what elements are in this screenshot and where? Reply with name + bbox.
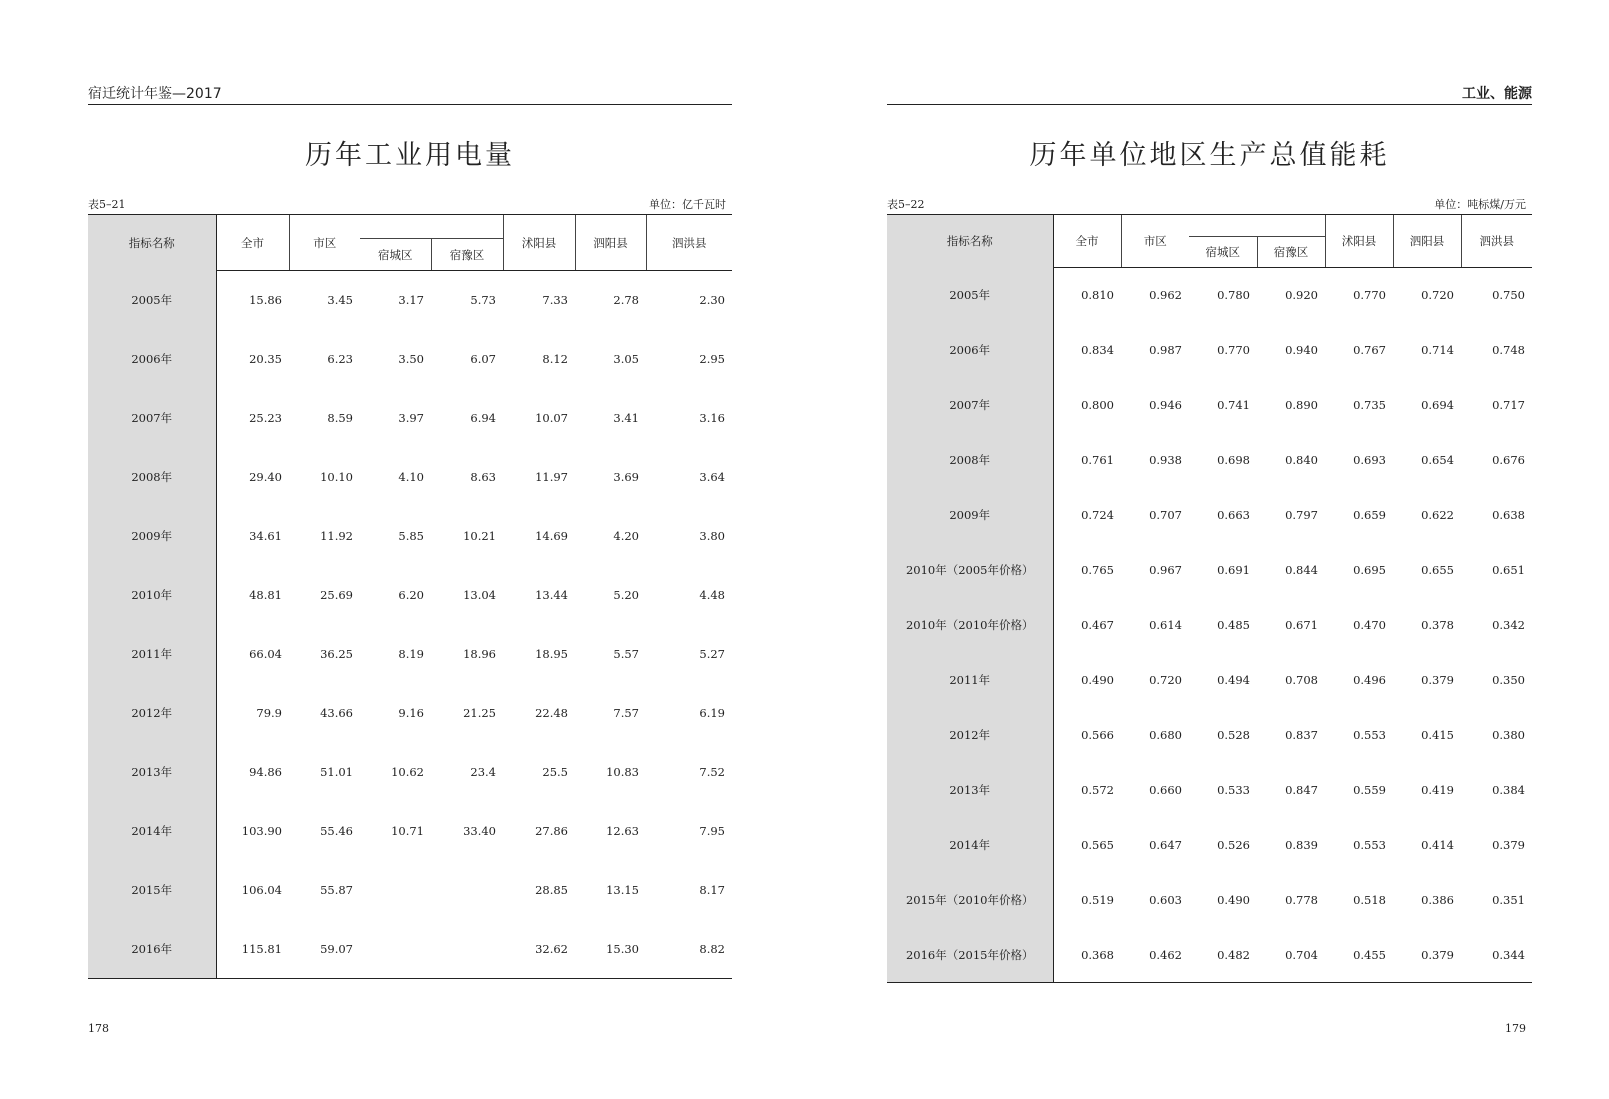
table-cell: 0.566	[1081, 728, 1114, 742]
table-cell: 8.12	[542, 352, 568, 366]
table-cell: 0.946	[1149, 398, 1182, 412]
table-cell: 15.30	[575, 920, 646, 979]
table-cell: 0.533	[1217, 783, 1250, 797]
table-cell: 0.680	[1149, 728, 1182, 742]
table-cell: 34.61	[249, 529, 282, 543]
row-label: 2006年	[887, 323, 1053, 378]
table-cell: 0.714	[1421, 343, 1454, 357]
table-cell: 0.840	[1285, 453, 1318, 467]
table-cell: 0.490	[1081, 673, 1114, 687]
table-cell: 0.386	[1421, 893, 1454, 907]
table-cell: 7.52	[699, 765, 725, 779]
table-cell: 0.663	[1217, 508, 1250, 522]
table-cell: 43.66	[320, 706, 353, 720]
table-number: 表5–22	[887, 198, 925, 211]
table-cell: 0.717	[1492, 398, 1525, 412]
table-cell: 8.63	[470, 470, 496, 484]
row-label: 2012年	[88, 684, 216, 743]
table-cell: 0.800	[1081, 398, 1114, 412]
table-cell: 5.85	[398, 529, 424, 543]
table-cell: 0.518	[1353, 893, 1386, 907]
table-cell: 0.490	[1217, 893, 1250, 907]
table-row	[88, 330, 732, 389]
table-row	[88, 507, 732, 566]
table-cell: 15.86	[249, 293, 282, 308]
table-cell: 0.770	[1217, 343, 1250, 357]
table-cell: 0.528	[1217, 728, 1250, 742]
table-cell: 0.967	[1149, 563, 1182, 577]
table-cell: 2.30	[699, 293, 725, 308]
row-label: 2007年	[88, 389, 216, 448]
table-cell: 7.95	[699, 824, 725, 838]
row-label: 2009年	[88, 507, 216, 566]
table-cell: 25.5	[542, 765, 568, 779]
table-cell: 0.720	[1421, 288, 1454, 303]
table-cell: 0.698	[1217, 453, 1250, 467]
header-sihong: 泗洪县	[1461, 215, 1532, 268]
table-cell: 0.379	[1393, 928, 1461, 983]
header-siyang: 泗阳县	[575, 215, 646, 271]
table-cell: 0.379	[1421, 673, 1454, 687]
table-cell: 0.467	[1081, 618, 1114, 632]
table-cell: 5.73	[470, 293, 496, 308]
table-cell: 6.19	[699, 706, 725, 720]
table-cell: 0.748	[1492, 343, 1525, 357]
table-row	[88, 448, 732, 507]
header-shuyang: 沭阳县	[503, 215, 575, 271]
table-cell: 0.485	[1217, 618, 1250, 632]
table-number: 表5–21	[88, 198, 126, 211]
table-cell: 0.834	[1081, 343, 1114, 357]
table-cell: 66.04	[249, 647, 282, 661]
row-label: 2010年	[88, 566, 216, 625]
table-cell: 0.350	[1492, 673, 1525, 687]
table-cell: 14.69	[535, 529, 568, 543]
header-urban-span	[360, 215, 503, 239]
table-cell: 59.07	[289, 920, 360, 979]
table-cell: 0.455	[1325, 928, 1393, 983]
header-suyu: 宿豫区	[1257, 237, 1325, 268]
table-cell: 22.48	[535, 706, 568, 720]
table-row	[88, 920, 732, 979]
table-cell: 79.9	[256, 706, 282, 720]
table-cell: 4.48	[699, 588, 725, 602]
table-cell: 0.707	[1149, 508, 1182, 522]
header-sucheng: 宿城区	[360, 239, 431, 271]
table-cell: 3.45	[327, 293, 353, 308]
table-cell: 0.622	[1421, 508, 1454, 522]
table-cell: 6.20	[398, 588, 424, 602]
table-cell: 0.414	[1421, 838, 1454, 852]
header-indicator: 指标名称	[887, 215, 1053, 268]
table-cell: 48.81	[249, 588, 282, 602]
table-cell: 0.519	[1081, 893, 1114, 907]
table-body	[887, 268, 1532, 983]
table-cell: 55.46	[320, 824, 353, 838]
table-cell: 0.368	[1053, 928, 1121, 983]
table-cell: 8.82	[646, 920, 732, 979]
table-body	[88, 271, 732, 979]
table-cell: 0.651	[1492, 563, 1525, 577]
table-cell: 0.720	[1149, 673, 1182, 687]
table-cell: 6.23	[327, 352, 353, 366]
table-cell: 13.44	[535, 588, 568, 602]
table-cell: 10.62	[391, 765, 424, 779]
table-cell: 0.695	[1353, 563, 1386, 577]
table-meta	[887, 196, 1532, 212]
table-cell: 0.378	[1421, 618, 1454, 632]
table-cell: 3.05	[613, 352, 639, 366]
row-label: 2014年	[88, 802, 216, 861]
row-label: 2014年	[887, 818, 1053, 873]
table-cell: 0.691	[1217, 563, 1250, 577]
table-cell: 25.23	[249, 411, 282, 425]
table-row	[88, 271, 732, 330]
table-cell: 0.778	[1285, 893, 1318, 907]
table-cell: 0.553	[1353, 838, 1386, 852]
table-cell: 3.97	[398, 411, 424, 425]
table-row	[887, 323, 1532, 378]
table-cell: 36.25	[320, 647, 353, 661]
table-cell: 0.962	[1149, 288, 1182, 303]
table-row	[887, 763, 1532, 818]
table-cell: 0.708	[1285, 673, 1318, 687]
table-title: 历年单位地区生产总值能耗	[1029, 140, 1390, 171]
table-cell: 0.659	[1353, 508, 1386, 522]
table-title: 历年工业用电量	[305, 140, 515, 171]
table-row	[887, 433, 1532, 488]
table-cell: 18.95	[535, 647, 568, 661]
table-cell: 10.71	[391, 824, 424, 838]
row-label: 2015年	[88, 861, 216, 920]
table-cell: 7.57	[613, 706, 639, 720]
row-label: 2011年	[88, 625, 216, 684]
row-label: 2006年	[88, 330, 216, 389]
table-cell: 0.603	[1149, 893, 1182, 907]
table-cell: 8.17	[699, 883, 725, 897]
table-cell: 0.638	[1492, 508, 1525, 522]
table-cell: 11.92	[320, 529, 353, 543]
unit-label: 单位：吨标煤/万元	[1434, 198, 1526, 211]
table-cell: 5.20	[613, 588, 639, 602]
table-cell: 0.839	[1285, 838, 1318, 852]
table-cell: 25.69	[320, 588, 353, 602]
table-cell: 0.676	[1492, 453, 1525, 467]
row-label: 2010年（2005年价格）	[887, 543, 1053, 598]
table-row	[88, 566, 732, 625]
table-cell: 0.654	[1421, 453, 1454, 467]
table-cell: 0.380	[1492, 728, 1525, 742]
table-cell: 0.735	[1353, 398, 1386, 412]
table-row	[887, 873, 1532, 928]
header-urban: 市区	[289, 215, 360, 271]
table-cell: 0.415	[1421, 728, 1454, 742]
table-cell: 0.671	[1285, 618, 1318, 632]
table-cell: 0.482	[1189, 928, 1257, 983]
table-cell: 0.767	[1353, 343, 1386, 357]
table-cell: 0.572	[1081, 783, 1114, 797]
table-row	[887, 488, 1532, 543]
table-cell: 0.761	[1081, 453, 1114, 467]
table-cell: 33.40	[463, 824, 496, 838]
table-cell: 94.86	[249, 765, 282, 779]
electricity-table	[88, 214, 732, 979]
table-cell: 32.62	[503, 920, 575, 979]
table-cell: 0.462	[1121, 928, 1189, 983]
table-cell: 3.41	[613, 411, 639, 425]
table-row	[88, 861, 732, 920]
row-label: 2011年	[887, 653, 1053, 708]
table-cell: 0.780	[1217, 288, 1250, 303]
table-cell: 0.837	[1285, 728, 1318, 742]
table-cell	[431, 920, 503, 979]
table-cell: 3.16	[699, 411, 725, 425]
table-cell: 0.614	[1149, 618, 1182, 632]
row-label: 2009年	[887, 488, 1053, 543]
unit-label: 单位：亿千瓦时	[649, 198, 726, 211]
table-cell: 6.94	[470, 411, 496, 425]
table-cell: 5.27	[699, 647, 725, 661]
table-cell: 8.59	[327, 411, 353, 425]
table-cell: 3.50	[398, 352, 424, 366]
table-cell: 2.95	[699, 352, 725, 366]
table-cell	[360, 861, 431, 920]
row-label: 2016年（2015年价格）	[887, 928, 1053, 983]
table-cell: 0.565	[1081, 838, 1114, 852]
table-cell: 13.15	[606, 883, 639, 897]
table-cell: 0.750	[1492, 288, 1525, 303]
table-cell: 3.17	[398, 293, 424, 308]
header-shuyang: 沭阳县	[1325, 215, 1393, 268]
table-cell: 0.419	[1421, 783, 1454, 797]
table-cell: 10.10	[320, 470, 353, 484]
header-indicator: 指标名称	[88, 215, 216, 271]
table-cell: 0.724	[1081, 508, 1114, 522]
table-cell: 0.987	[1149, 343, 1182, 357]
table-cell	[431, 861, 503, 920]
table-cell: 0.890	[1285, 398, 1318, 412]
left-page	[88, 0, 732, 1099]
header-sihong: 泗洪县	[646, 215, 732, 271]
table-cell: 0.694	[1421, 398, 1454, 412]
table-cell: 0.553	[1353, 728, 1386, 742]
row-label: 2008年	[88, 448, 216, 507]
table-row	[887, 818, 1532, 873]
table-cell: 2.78	[613, 293, 639, 308]
table-cell: 51.01	[320, 765, 353, 779]
table-cell: 3.80	[699, 529, 725, 543]
row-label: 2005年	[88, 271, 216, 330]
table-cell: 20.35	[249, 352, 282, 366]
table-cell: 106.04	[241, 883, 282, 897]
table-cell: 29.40	[249, 470, 282, 484]
table-cell: 3.69	[613, 470, 639, 484]
table-cell: 0.496	[1353, 673, 1386, 687]
right-page	[887, 0, 1532, 1099]
table-cell: 0.384	[1492, 783, 1525, 797]
table-cell: 0.379	[1492, 838, 1525, 852]
table-cell: 3.64	[699, 470, 725, 484]
table-cell: 0.342	[1492, 618, 1525, 632]
table-cell: 0.810	[1081, 288, 1114, 303]
row-label: 2010年（2010年价格）	[887, 598, 1053, 653]
table-cell: 0.938	[1149, 453, 1182, 467]
table-cell: 10.83	[606, 765, 639, 779]
table-cell: 9.16	[398, 706, 424, 720]
table-cell: 115.81	[216, 920, 289, 979]
row-label: 2016年	[88, 920, 216, 979]
table-cell: 13.04	[463, 588, 496, 602]
table-cell: 0.920	[1285, 288, 1318, 303]
table-row	[887, 653, 1532, 708]
table-cell: 7.33	[542, 293, 568, 308]
table-row	[887, 543, 1532, 598]
table-cell: 0.797	[1285, 508, 1318, 522]
table-cell: 0.494	[1217, 673, 1250, 687]
running-head: 宿迁统计年鉴—2017	[88, 84, 732, 105]
table-cell: 4.10	[398, 470, 424, 484]
table-cell: 55.87	[320, 883, 353, 897]
row-label: 2013年	[88, 743, 216, 802]
row-label: 2012年	[887, 708, 1053, 763]
table-cell: 0.741	[1217, 398, 1250, 412]
header-suyu: 宿豫区	[431, 239, 503, 271]
header-urban: 市区	[1121, 215, 1189, 268]
table-cell: 6.07	[470, 352, 496, 366]
table-cell: 8.19	[398, 647, 424, 661]
table-cell: 4.20	[613, 529, 639, 543]
header-city: 全市	[216, 215, 289, 271]
header-city: 全市	[1053, 215, 1121, 268]
table-row	[887, 928, 1532, 983]
table-row	[887, 378, 1532, 433]
table-cell: 0.559	[1353, 783, 1386, 797]
row-label: 2007年	[887, 378, 1053, 433]
table-row	[88, 389, 732, 448]
page-number: 178	[88, 1022, 109, 1035]
running-head: 工业、能源	[887, 84, 1532, 105]
row-label: 2015年（2010年价格）	[887, 873, 1053, 928]
table-row	[88, 743, 732, 802]
table-cell: 0.847	[1285, 783, 1318, 797]
table-cell: 0.704	[1257, 928, 1325, 983]
row-label: 2005年	[887, 268, 1053, 323]
table-cell: 10.07	[535, 411, 568, 425]
energy-consumption-table	[887, 214, 1532, 983]
row-label: 2008年	[887, 433, 1053, 488]
table-row	[88, 625, 732, 684]
table-cell: 10.21	[463, 529, 496, 543]
table-cell: 0.344	[1461, 928, 1532, 983]
header-sucheng: 宿城区	[1189, 237, 1257, 268]
table-cell: 0.940	[1285, 343, 1318, 357]
table-cell: 5.57	[613, 647, 639, 661]
table-meta	[88, 196, 732, 212]
table-row	[887, 598, 1532, 653]
table-cell: 0.844	[1285, 563, 1318, 577]
table-cell: 0.765	[1081, 563, 1114, 577]
table-cell: 0.770	[1353, 288, 1386, 303]
table-cell: 0.470	[1353, 618, 1386, 632]
table-cell: 27.86	[535, 824, 568, 838]
table-cell: 11.97	[535, 470, 568, 484]
table-cell: 21.25	[463, 706, 496, 720]
table-cell: 0.526	[1217, 838, 1250, 852]
table-cell: 12.63	[606, 824, 639, 838]
table-cell: 0.647	[1149, 838, 1182, 852]
table-cell: 23.4	[470, 765, 496, 779]
table-cell: 28.85	[535, 883, 568, 897]
table-cell: 18.96	[463, 647, 496, 661]
header-urban-span	[1189, 215, 1325, 237]
header-siyang: 泗阳县	[1393, 215, 1461, 268]
table-row	[887, 268, 1532, 323]
row-label: 2013年	[887, 763, 1053, 818]
table-cell: 0.693	[1353, 453, 1386, 467]
table-row	[88, 802, 732, 861]
table-cell: 0.351	[1492, 893, 1525, 907]
table-cell: 0.655	[1421, 563, 1454, 577]
page-number: 179	[1505, 1022, 1526, 1035]
table-cell: 0.660	[1149, 783, 1182, 797]
table-row	[887, 708, 1532, 763]
table-cell: 103.90	[241, 824, 282, 838]
table-row	[88, 684, 732, 743]
table-cell	[360, 920, 431, 979]
